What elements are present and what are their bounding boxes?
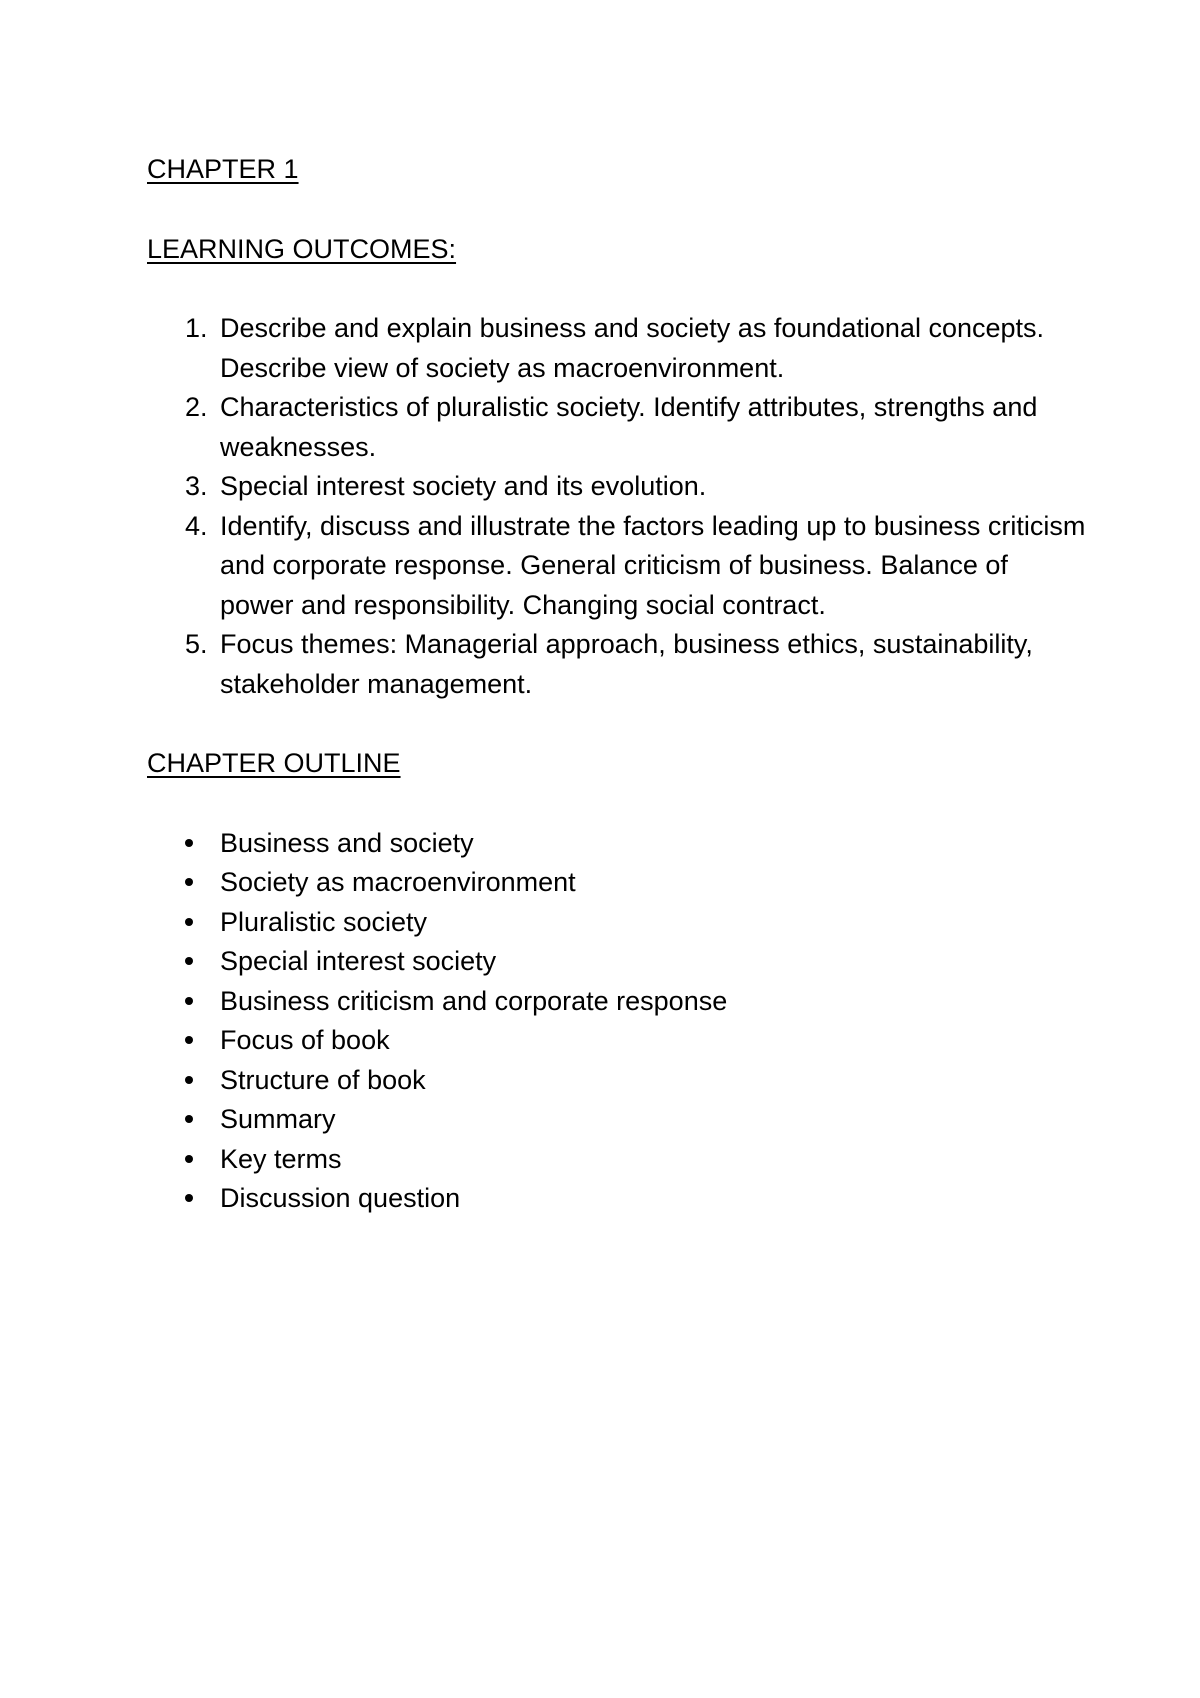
outline-item — [147, 1179, 1087, 1219]
bullet-icon — [185, 918, 193, 926]
learning-outcome-item — [147, 625, 1087, 704]
outline-item-text: Structure of book — [220, 1064, 426, 1095]
learning-outcome-item — [147, 467, 1087, 507]
bullet-icon — [185, 839, 193, 847]
learning-outcomes-heading: LEARNING OUTCOMES: — [147, 233, 457, 264]
outline-item — [147, 1021, 1087, 1061]
learning-outcome-item — [147, 388, 1087, 467]
outline-item — [147, 942, 1087, 982]
learning-outcome-text: Focus themes: Managerial approach, business ethics, sustainability, stakeholder management. — [220, 629, 1033, 699]
outline-item — [147, 1100, 1087, 1140]
bullet-icon — [185, 957, 193, 965]
learning-outcome-number: 5. — [185, 629, 208, 659]
outline-item — [147, 1061, 1087, 1101]
outline-item — [147, 1140, 1087, 1180]
outline-item-text: Key terms — [220, 1143, 342, 1174]
learning-outcome-number: 3. — [185, 471, 208, 501]
chapter-outline-list — [147, 824, 1087, 1219]
learning-outcome-number: 1. — [185, 313, 208, 343]
bullet-icon — [185, 878, 193, 886]
outline-item-text: Society as macroenvironment — [220, 867, 576, 897]
learning-outcome-number: 4. — [185, 510, 208, 541]
learning-outcome-item — [147, 309, 1087, 388]
document-content — [147, 150, 1087, 1219]
outline-item-text: Summary — [220, 1104, 336, 1134]
outline-item-text: Pluralistic society — [220, 906, 428, 937]
bullet-icon — [185, 1115, 193, 1123]
bullet-icon — [185, 1155, 193, 1163]
learning-outcome-text: Special interest society and its evolution. — [220, 471, 707, 501]
outline-item-text: Business and society — [220, 827, 474, 858]
outline-item — [147, 824, 1087, 864]
learning-outcome-text: Identify, discuss and illustrate the factors leading up to business criticism and corporate response. General criticism of business. Balance of power and responsibility. Changing social contract. — [220, 510, 1086, 620]
learning-outcome-item — [147, 507, 1087, 626]
learning-outcome-number: 2. — [185, 392, 208, 422]
bullet-icon — [185, 1194, 193, 1202]
outline-item-text: Business criticism and corporate response — [220, 985, 728, 1016]
learning-outcomes-list — [147, 309, 1087, 704]
bullet-icon — [185, 1036, 193, 1044]
chapter-outline-heading: CHAPTER OUTLINE — [147, 748, 401, 778]
bullet-icon — [185, 997, 193, 1005]
outline-item — [147, 903, 1087, 943]
outline-item — [147, 982, 1087, 1022]
outline-item-text: Focus of book — [220, 1025, 390, 1055]
outline-item-text: Special interest society — [220, 946, 497, 976]
bullet-icon — [185, 1076, 193, 1084]
chapter-title: CHAPTER 1 — [147, 154, 299, 184]
outline-item — [147, 863, 1087, 903]
outline-item-text: Discussion question — [220, 1183, 461, 1213]
learning-outcome-text: Describe and explain business and society as foundational concepts. Describe view of society as macroenvironment. — [220, 313, 1045, 383]
learning-outcome-text: Characteristics of pluralistic society. Identify attributes, strengths and weaknesses. — [220, 392, 1038, 462]
